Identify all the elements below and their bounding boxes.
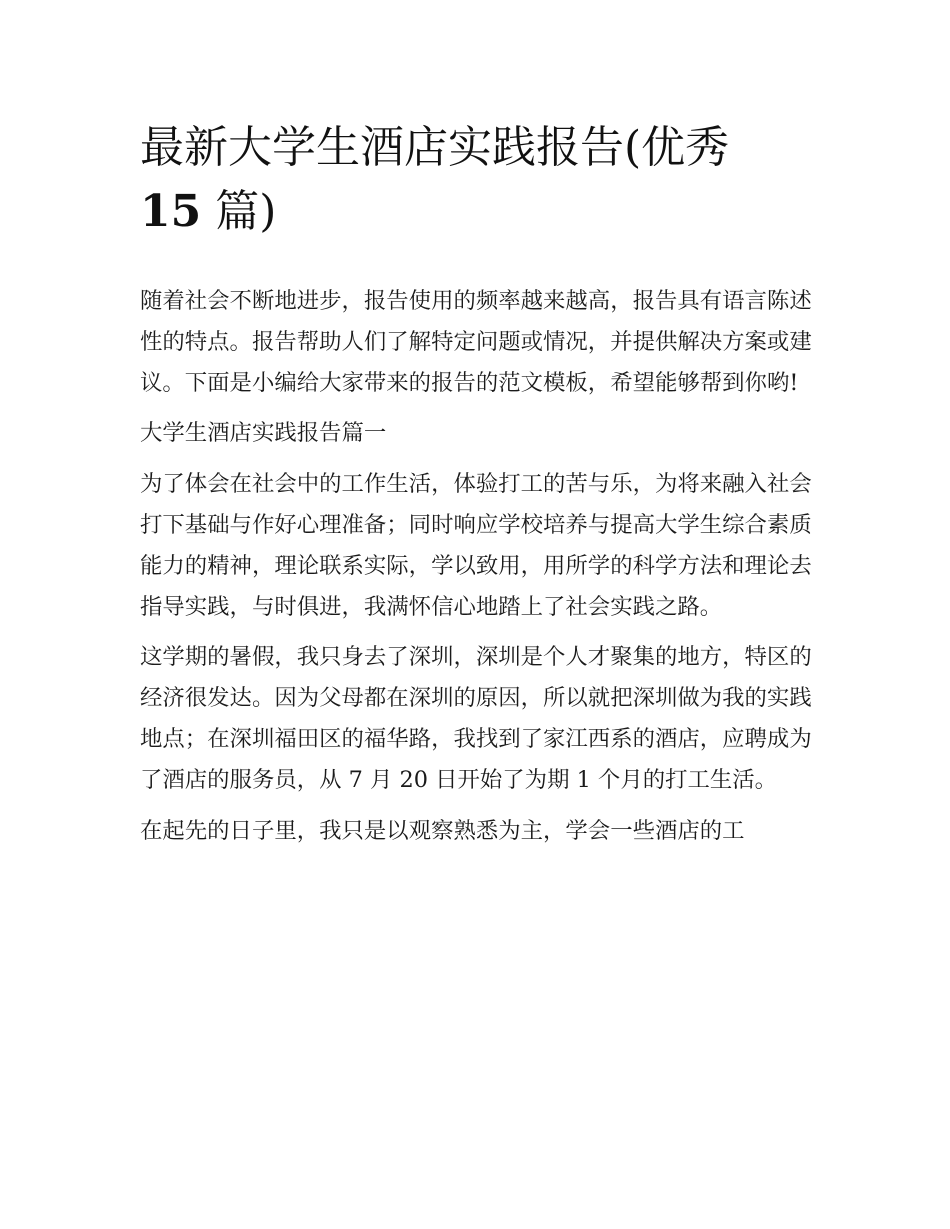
title-main: 最新大学生酒店实践报告(优秀	[140, 122, 730, 173]
section-heading: 大学生酒店实践报告篇一	[140, 420, 387, 447]
body-paragraph: 这学期的暑假，我只身去了深圳，深圳是个人才聚集的地方，特区的经济很发达。因为父母都在深圳的原因，所以就把深圳做为我的实践地点；在深圳福田区的福华路，我找到了家江西系的酒店，应聘成为了酒店的服务员，从 7 月 20 日开始了为期 1 个月的打工生活。	[140, 644, 812, 793]
title-number: 15	[140, 186, 202, 237]
body-paragraph: 在起先的日子里，我只是以观察熟悉为主，学会一些酒店的工	[140, 817, 745, 844]
intro-paragraph: 随着社会不断地进步，报告使用的频率越来越高，报告具有语言陈述性的特点。报告帮助人们了解特定问题或情况，并提供解决方案或建议。下面是小编给大家带来的报告的范文模板，希望能够帮到你哟!	[140, 288, 812, 396]
title-tail: 篇)	[201, 186, 277, 237]
document-body	[140, 281, 812, 851]
body-paragraph: 为了体会在社会中的工作生活，体验打工的苦与乐，为将来融入社会打下基础与作好心理准备；同时响应学校培养与提高大学生综合素质能力的精神，理论联系实际，学以致用，用所学的科学方法和理论去指导实践，与时俱进，我满怀信心地踏上了社会实践之路。	[140, 471, 812, 620]
document-title	[140, 116, 820, 244]
